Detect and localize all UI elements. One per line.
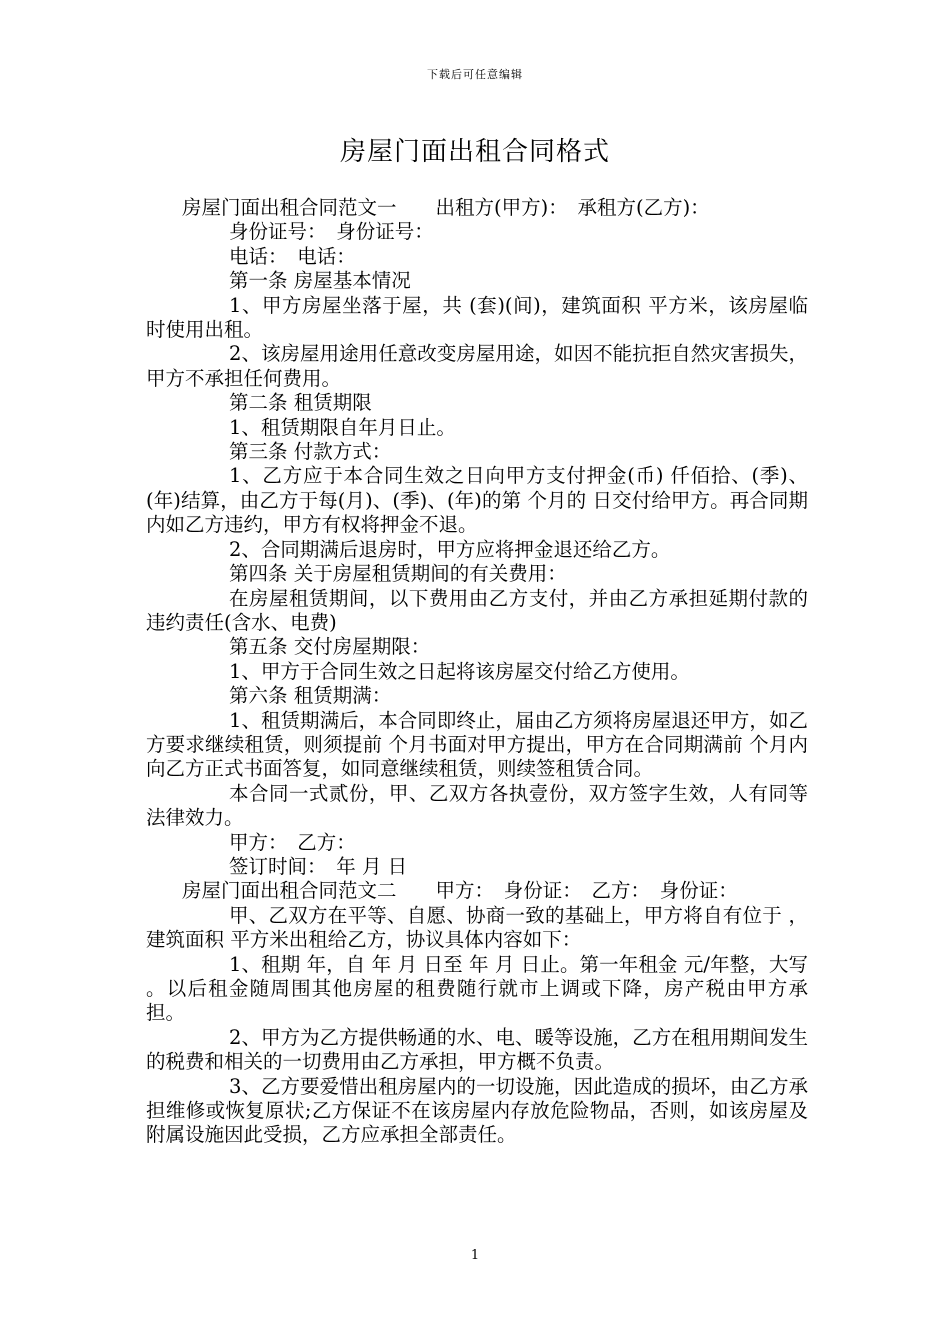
paragraph-template2-item-3: 3、乙方要爱惜出租房屋内的一切设施，因此造成的损坏，由乙方承担维修或恢复原状;乙方保证不在该房屋内存放危险物品，否则，如该房屋及附属设施因此受损，乙方应承担全部责任。 xyxy=(146,1074,808,1147)
paragraph-article-3-item-2: 2、合同期满后退房时，甲方应将押金退还给乙方。 xyxy=(229,537,671,561)
paragraph-article-1-item-1: 1、甲方房屋坐落于屋，共 (套)(间)，建筑面积 平方米，该房屋临时使用出租。 xyxy=(146,293,808,342)
paragraph-article-3-item-1: 1、乙方应于本合同生效之日向甲方支付押金(币) 仟佰拾、(季)、(年)结算，由乙方于每(月)、(季)、(年)的第 个月的 日交付给甲方。再合同期内如乙方违约，甲方有权将押金不退。 xyxy=(146,464,808,537)
article-2-heading: 第二条 租赁期限 xyxy=(229,391,372,415)
paragraph-article-4-body: 在房屋租赁期间，以下费用由乙方支付，并由乙方承担延期付款的违约责任(含水、电费) xyxy=(146,586,808,634)
page-number: 1 xyxy=(470,1248,480,1263)
paragraph-article-5-item-1: 1、甲方于合同生效之日起将该房屋交付给乙方使用。 xyxy=(229,659,690,683)
signature-line: 甲方： 乙方： xyxy=(229,830,356,854)
document-title: 房屋门面出租合同格式 xyxy=(339,137,610,167)
header-note: 下载后可任意编辑 xyxy=(427,68,523,81)
paragraph-template2-parties: 房屋门面出租合同范文二 甲方： 身份证： 乙方： 身份证： xyxy=(182,879,738,903)
article-1-heading: 第一条 房屋基本情况 xyxy=(229,269,411,293)
article-4-heading: 第四条 关于房屋租赁期间的有关费用： xyxy=(229,562,567,586)
paragraph-article-2-item-1: 1、租赁期限自年月日止。 xyxy=(229,415,456,439)
paragraph-copies-clause: 本合同一式贰份，甲、乙双方各执壹份，双方签字生效，人有同等法律效力。 xyxy=(146,781,808,830)
paragraph-template2-item-1: 1、租期 年，自 年 月 日至 年 月 日止。第一年租金 元/年整，大写 。以后租金随周围其他房屋的租费随行就市上调或下降，房产税由甲方承担。 xyxy=(146,952,815,1025)
article-6-heading: 第六条 租赁期满： xyxy=(229,684,392,708)
paragraph-article-6-item-1: 1、租赁期满后，本合同即终止，届由乙方须将房屋退还甲方，如乙方要求继续租赁，则须提前 个月书面对甲方提出，甲方在合同期满前 个月内向乙方正式书面答复，如同意继续租赁，则续签租赁合同。 xyxy=(146,708,808,781)
paragraph-id-numbers: 身份证号： 身份证号： xyxy=(229,220,434,244)
paragraph-article-1-item-2: 2、该房屋用途用任意改变房屋用途，如因不能抗拒自然灾害损失，甲方不承担任何费用。 xyxy=(146,342,808,390)
paragraph-template2-intro: 甲、乙双方在平等、自愿、协商一致的基础上，甲方将自有位于 ，建筑面积 平方米出租给乙方，协议具体内容如下： xyxy=(146,903,808,952)
paragraph-phones: 电话： 电话： xyxy=(229,244,356,268)
signing-date-line: 签订时间： 年 月 日 xyxy=(229,854,408,878)
contract-body xyxy=(146,196,815,1148)
article-5-heading: 第五条 交付房屋期限： xyxy=(229,635,431,659)
article-3-heading: 第三条 付款方式： xyxy=(229,440,392,464)
paragraph-template1-parties: 房屋门面出租合同范文一 出租方(甲方)： 承租方(乙方)： xyxy=(182,196,710,219)
paragraph-template2-item-2: 2、甲方为乙方提供畅通的水、电、暖等设施，乙方在租用期间发生的税费和相关的一切费用由乙方承担，甲方概不负责。 xyxy=(146,1025,808,1074)
